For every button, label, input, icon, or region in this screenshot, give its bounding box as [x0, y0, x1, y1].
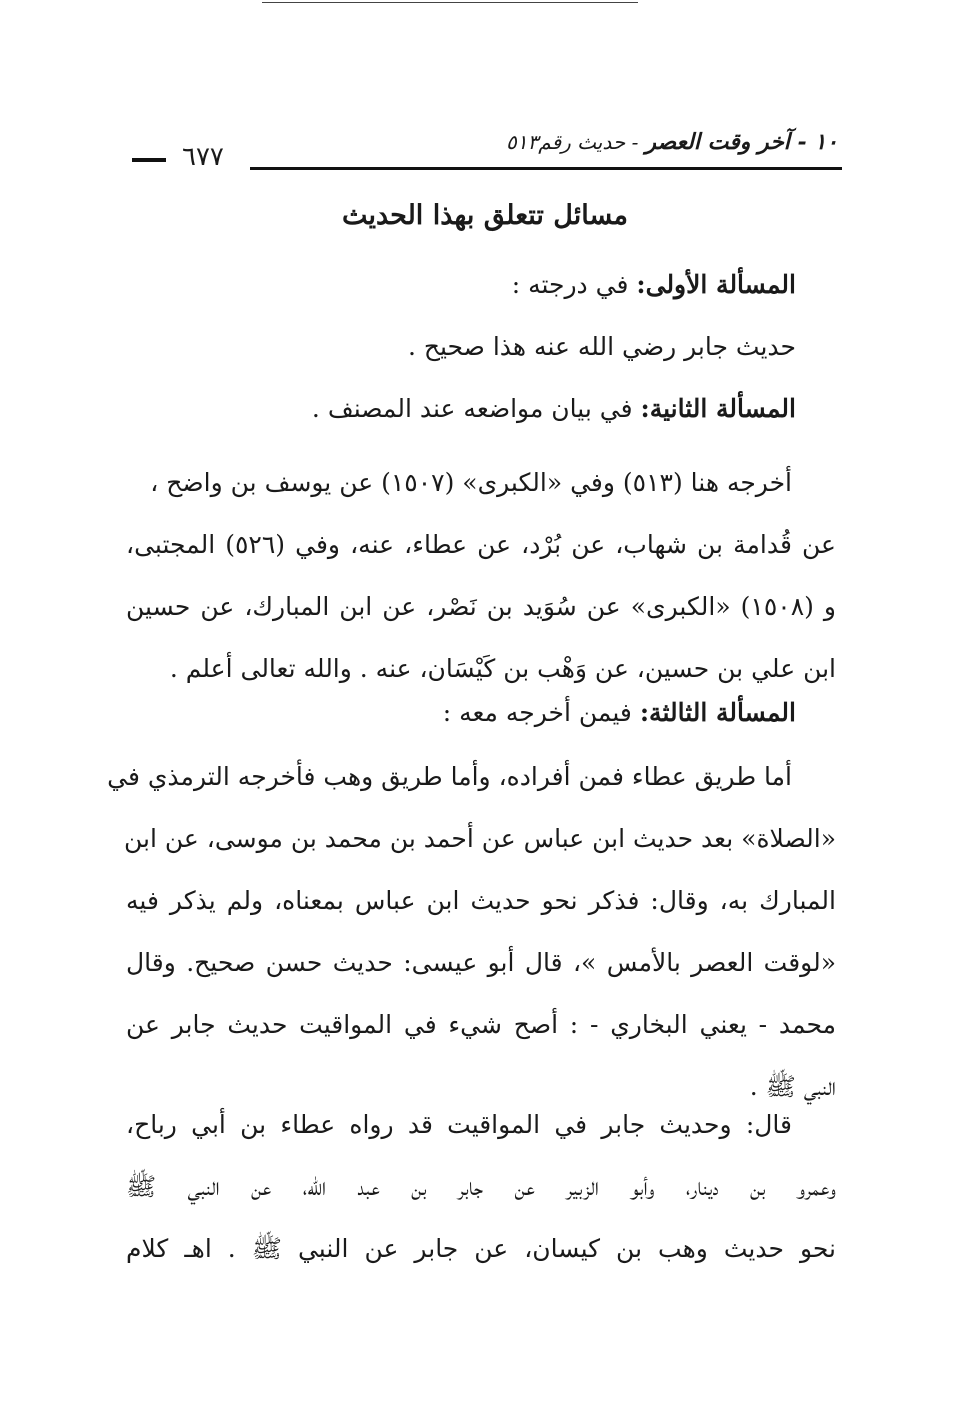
paragraph-line: عن قُدامة بن شهاب، عن بُرْد، عن عطاء، عنه، وفي (٥٢٦) المجتبى، [126, 530, 836, 559]
top-border-line [262, 2, 638, 3]
paragraph-line: قال: وحديث جابر في المواقيت قد رواه عطاء بن أبي رباح، [126, 1110, 792, 1139]
header-rule [250, 167, 842, 170]
question-3-paragraph [107, 746, 836, 1118]
question-3-heading [443, 682, 796, 744]
paragraph-line: محمد - يعني البخاري - : أصح شيء في المواقيت حديث جابر عن [126, 1010, 836, 1039]
question-1-body: حديث جابر رضي الله عنه هذا صحيح . [407, 332, 796, 361]
question-3-topic: فيمن أخرجه معه : [442, 698, 632, 727]
page-number-dash [132, 158, 166, 162]
chapter-title: ١٠ - آخر وقت العصر [645, 129, 838, 155]
page-number: ٦٧٧ [182, 142, 224, 172]
paragraph-line: أما طريق عطاء فمن أفراده، وأما طريق وهب فأخرجه الترمذي في [107, 762, 792, 791]
paragraph-line: ابن علي بن حسين، عن وَهْب بن كَيْسَان، عنه . والله تعالى أعلم . [169, 654, 836, 683]
paragraph-line: نحو حديث وهب بن كيسان، عن جابر عن النبي ﷺ . اهـ كلام [126, 1234, 836, 1263]
paragraph-line: المبارك به، وقال: فذكر نحو حديث ابن عباس بمعناه، ولم يذكر فيه [126, 886, 836, 915]
question-1-label: المسألة الأولى: [636, 270, 796, 299]
question-2-topic: في بيان مواضعه عند المصنف . [311, 394, 633, 423]
running-header [130, 118, 842, 178]
question-2-paragraph [126, 452, 836, 700]
paragraph-line: أخرجه هنا (٥١٣) وفي «الكبرى» (١٥٠٧) عن يوسف بن واضح ، [150, 468, 792, 497]
paragraph-line: و (١٥٠٨) «الكبرى» عن سُوَيد بن نَصْر، عن ابن المبارك، عن حسين [126, 592, 836, 621]
paragraph-line: وعمرو بن دينار، وأبو الزبير عن جابر بن عبد الله، عن النبي ﷺ [126, 1172, 836, 1201]
question-1-heading [312, 254, 796, 316]
question-1-topic: في درجته : [511, 270, 629, 299]
closing-paragraph [126, 1094, 836, 1280]
question-2-label: المسألة الثانية: [640, 394, 796, 423]
question-2-heading [312, 378, 796, 440]
paragraph-line: النبي ﷺ . [749, 1072, 836, 1101]
question-1 [312, 254, 796, 440]
section-title: مسائل تتعلق بهذا الحديث [341, 200, 629, 231]
running-header-title: ١٠ - آخر وقت العصر - حديث رقم٥١٣ [506, 129, 838, 155]
paragraph-line: «الصلاة» بعد حديث ابن عباس عن أحمد بن محمد بن موسى، عن ابن [123, 824, 836, 853]
question-3-label: المسألة الثالثة: [639, 698, 796, 727]
paragraph-line: «لوقت العصر بالأمس »، قال أبو عيسى: حديث حسن صحيح. وقال [126, 948, 836, 977]
hadith-reference: حديث رقم٥١٣ [506, 130, 626, 154]
